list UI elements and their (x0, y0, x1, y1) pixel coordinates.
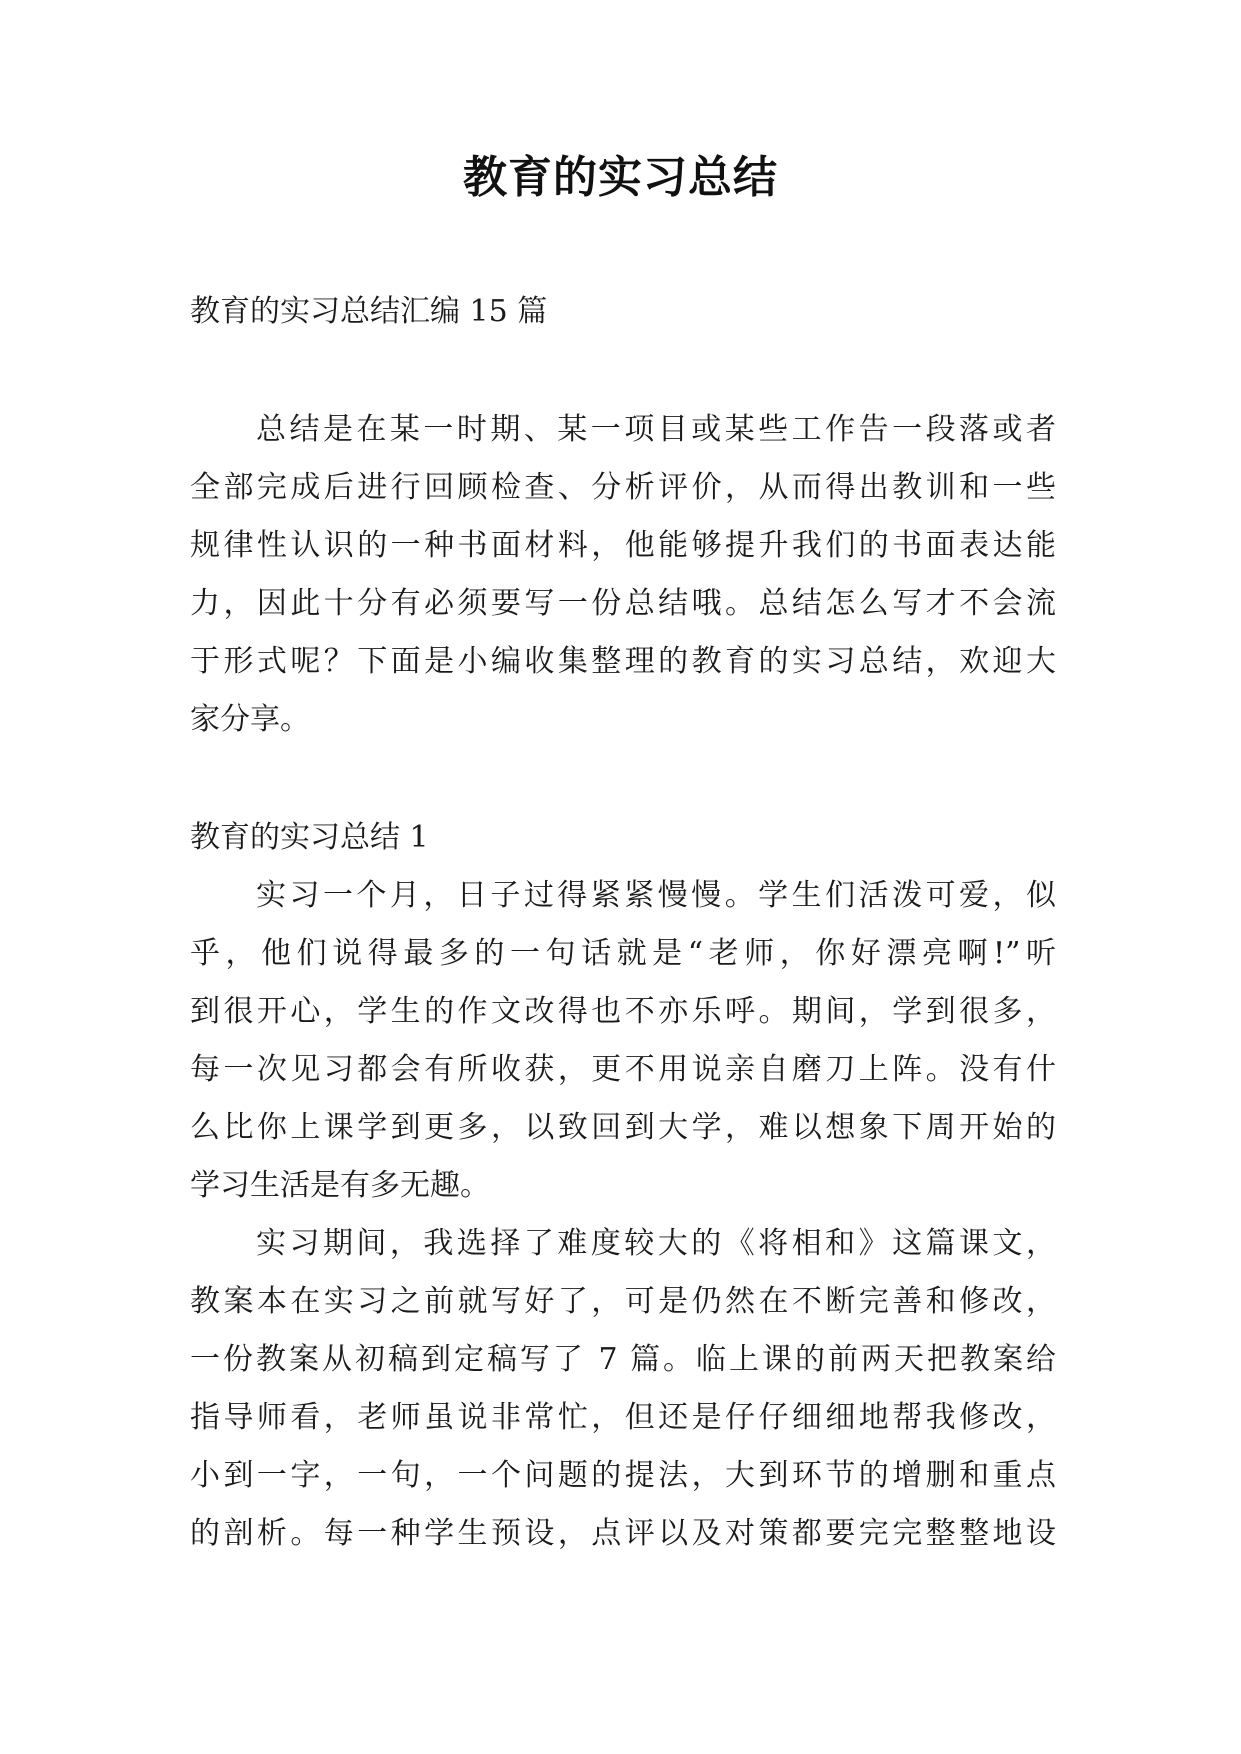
intro-line: 家分享。 (190, 702, 310, 737)
paragraph-line: 么比你上课学到更多，以致回到大学，难以想象下周开始的 (190, 1110, 1056, 1145)
intro-line: 规律性认识的一种书面材料，他能够提升我们的书面表达能 (190, 528, 1056, 563)
intro-line: 于形式呢？下面是小编收集整理的教育的实习总结，欢迎大 (190, 644, 1056, 679)
section1-paragraph-1 (190, 867, 1056, 1215)
paragraph-line: 的剖析。每一种学生预设，点评以及对策都要完完整整地设 (190, 1516, 1056, 1551)
paragraph-line: 到很开心，学生的作文改得也不亦乐呼。期间，学到很多， (190, 994, 1056, 1029)
intro-paragraph (190, 401, 1056, 749)
paragraph-line: 一份教案从初稿到定稿写了 7 篇。临上课的前两天把教案给 (190, 1342, 1056, 1377)
paragraph-line: 每一次见习都会有所收获，更不用说亲自磨刀上阵。没有什 (190, 1052, 1056, 1087)
paragraph-line: 教案本在实习之前就写好了，可是仍然在不断完善和修改， (190, 1284, 1056, 1319)
intro-line: 全部完成后进行回顾检查、分析评价，从而得出教训和一些 (190, 470, 1056, 505)
paragraph-line: 实习一个月，日子过得紧紧慢慢。学生们活泼可爱，似 (256, 878, 1056, 913)
intro-line: 力，因此十分有必须要写一份总结哦。总结怎么写才不会流 (190, 586, 1056, 621)
paragraph-line: 实习期间，我选择了难度较大的《将相和》这篇课文， (256, 1226, 1056, 1261)
intro-line: 总结是在某一时期、某一项目或某些工作告一段落或者 (256, 412, 1056, 447)
paragraph-line: 乎，他们说得最多的一句话就是“老师，你好漂亮啊!”听 (190, 936, 1056, 971)
document-subtitle: 教育的实习总结汇编 15 篇 (190, 294, 548, 329)
document-title: 教育的实习总结 (463, 152, 778, 203)
paragraph-line: 学习生活是有多无趣。 (190, 1168, 490, 1203)
section-heading: 教育的实习总结 1 (190, 820, 429, 855)
paragraph-line: 指导师看，老师虽说非常忙，但还是仔仔细细地帮我修改， (190, 1400, 1056, 1435)
section1-paragraph-2 (190, 1215, 1056, 1563)
paragraph-line: 小到一字，一句，一个问题的提法，大到环节的增删和重点 (190, 1458, 1056, 1493)
spacer (190, 341, 1056, 401)
spacer (190, 749, 1056, 809)
document-body (190, 283, 1056, 1563)
